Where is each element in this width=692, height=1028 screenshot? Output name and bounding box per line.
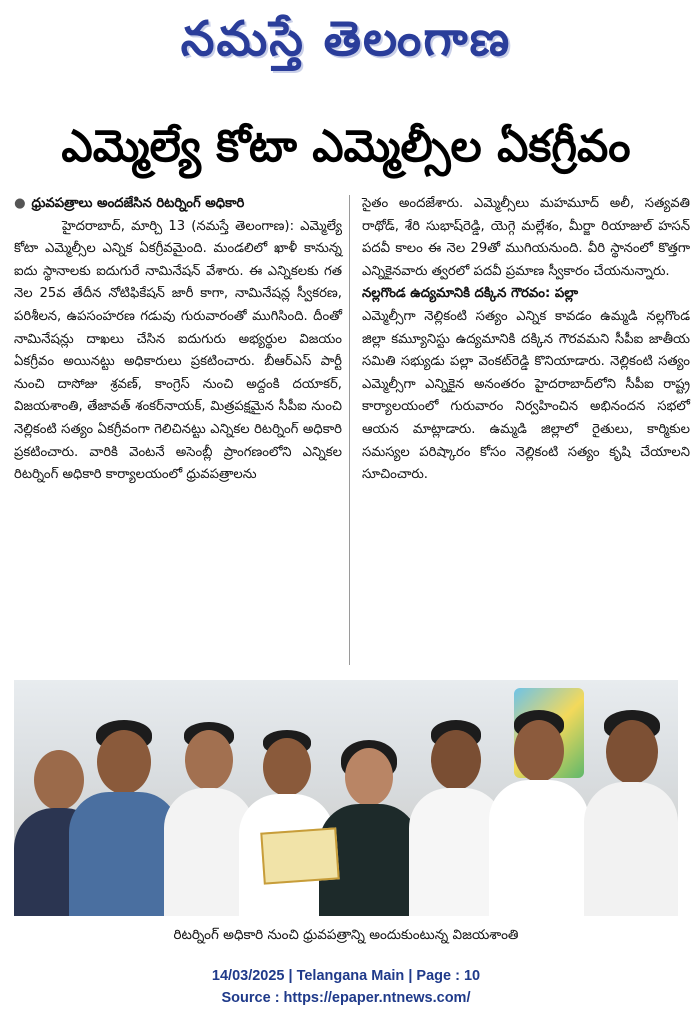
headline — [0, 112, 692, 182]
masthead-title: నమస్తే తెలంగాణ — [180, 11, 512, 67]
article-right-subhead: నల్లగొండ ఉద్యమానికి దక్కిన గౌరవం: పల్లా — [362, 286, 579, 302]
person-figure — [69, 720, 179, 916]
article-column-right — [362, 193, 690, 673]
news-photo — [14, 680, 678, 916]
person-figure — [584, 710, 678, 916]
column-divider — [349, 195, 350, 665]
article-body-right-2: ఎమ్మెల్సీగా నెల్లికంటి సత్యం ఎన్నిక కావడం ఉమ్మడి నల్లగొండ జిల్లా కమ్యూనిస్టు ఉద్యమానికి దక్కిన గౌరవమని సీపీఐ జాతీయ సమితి సభ్యుడు పల్లా వెంకట్‌రెడ్డి కొనియాడారు. నెల్లికంటి సత్యం ఎమ్మెల్సీగా ఎన్నికైన అనంతరం హైదరాబాద్‌లోని సీపీఐ రాష్ట్ర కార్యాలయంలో గురువారం నిర్వహించిన అభినందన సభలో ఆయన మాట్లాడారు. ఉమ్మడి జిల్లాలో రైతులు, కార్మికుల సమస్యల పరిష్కారం కోసం నెల్లికంటి సత్యం కృషి చేయాలని సూచించారు. — [362, 308, 690, 483]
bullet-icon: ● — [14, 196, 26, 211]
article-subhead-text: ధ్రువపత్రాలు అందజేసిన రిటర్నింగ్ అధికారి — [31, 196, 245, 211]
masthead — [0, 4, 692, 74]
article-column-left — [14, 193, 342, 663]
person-figure — [489, 710, 589, 916]
certificate — [260, 827, 339, 884]
photo-caption: రిటర్నింగ్ అధికారి నుంచి ధ్రువపత్రాన్ని అందుకుంటున్న విజయశాంతి — [173, 927, 519, 943]
article-subhead — [14, 193, 342, 216]
headline-text: ఎమ్మెల్యే కోటా ఎమ్మెల్సీల ఏకగ్రీవం — [61, 121, 631, 172]
article-body-right-1: సైతం అందజేశారు. ఎమ్మెల్సీలు మహమూద్ అలీ, సత్యవతి రాథోడ్, శేరి సుభాష్‌రెడ్డి, యెగ్గె మల్లేశం, మీర్జా రియాజుల్ హసన్ పదవీ కాలం ఈ నెల 29తో ముగియనుంది. వీరి స్థానంలో కొత్తగా ఎన్నికైనవారు త్వరలో పదవీ ప్రమాణ స్వీకారం చేయనున్నారు. — [362, 196, 690, 279]
footer-date-page: 14/03/2025 | Telangana Main | Page : 10 — [211, 968, 481, 984]
footer-source: Source : https://epaper.ntnews.com/ — [221, 990, 471, 1006]
article-body-left: హైదరాబాద్, మార్చి 13 (నమస్తే తెలంగాణ): ఎమ్మెల్యే కోటా ఎమ్మెల్సీల ఎన్నిక ఏకగ్రీవమైంది. మండలిలో ఖాళీ కానున్న ఐదు స్థానాలకు ఐదుగురే నామినేషన్ వేశారు. ఈ ఎన్నికలకు గత నెల 25వ తేదీన నోటిఫికేషన్ జారీ కాగా, నామినేషన్ల స్వీకరణ, పరిశీలన, ఉపసంహరణ గడువు గురువారంతో ముగిసింది. దీంతో నామినేషన్లు దాఖలు చేసిన ఐదుగురు అభ్యర్థుల విజయం ఏకగ్రీవం అయినట్టు అధికారులు ప్రకటించారు. బీఆర్ఎస్ పార్టీ నుంచి దాసోజు శ్రవణ్, కాంగ్రెస్ నుంచి అద్దంకి దయాకర్, విజయశాంతి, తేజావత్ శంకర్‌నాయక్, మిత్రపక్షమైన సీపీఐ నుంచి నెల్లికంటి సత్యం ఏకగ్రీవంగా గెలిచినట్టు ఎన్నికల రిటర్నింగ్ అధికారి ప్రకటించారు. వారికి వెంటనే అసెంబ్లీ ప్రాంగణంలోని ఎన్నికల రిటర్నింగ్ అధికారి కార్యాలయంలో ధ్రువపత్రాలను — [14, 218, 342, 483]
